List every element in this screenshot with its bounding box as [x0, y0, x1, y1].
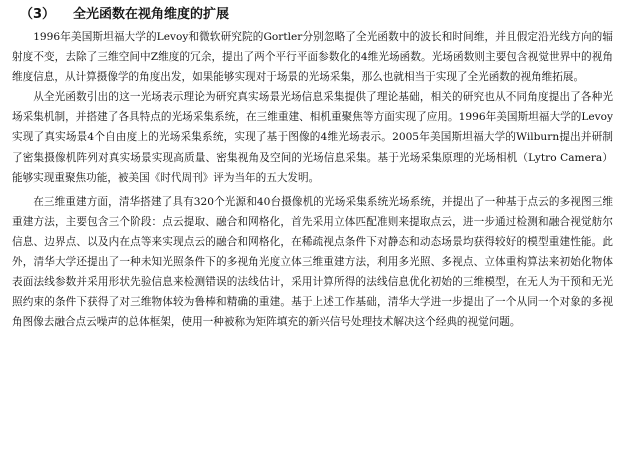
section-number: （3）: [20, 7, 56, 22]
paragraph-2: 从全光函数引出的这一光场表示理论为研究真实场景光场信息采集提供了理论基础，相关的研究也从不同角度提出了各种光场采集机制，并搭建了各具特点的光场采集系统，在三维重建、相机重聚焦等方面实现了应用。1996年美国斯坦福大学的Levoy实现了真实场景4个自由度上的光场采集系统，实现了基于图像的4维光场表示。2005年美国斯坦福大学的Wilburn提出并研制了密集摄像机阵列对真实场景实现高质量、密集视角及空间的光场信息采集。基于光场采集原理的光场相机（Lytro Camera）能够实现重聚焦功能，被美国《时代周刊》评为当年的五大发明。: [12, 91, 613, 184]
paragraph-1: 1996年美国斯坦福大学的Levoy和微软研究院的Gortler分别忽略了全光函数中的波长和时间维，并且假定沿光线方向的辐射度不变，去除了三维空间中Z维度的冗余，提出了两个平行平面参数化的4维光场函数。光场函数则主要包含视觉世界中的视角维度信息，从计算摄像学的角度出发，如果能够实现对于场景的光场采集，那么也就相当于实现了全光函数的视角维拓展。: [12, 31, 613, 84]
paragraph-3: 在三维重建方面，清华搭建了具有320个光源和40台摄像机的光场采集系统光场系统，并提出了一种基于点云的多视图三维重建方法，主要包含三个阶段：点云提取、融合和网格化，首先采用立体匹配准则来提取点云，进一步通过检测和融合视觉舫尔信息、边界点、以及内在点等来实现点云的融合和网格化，在稀疏视点条件下对静态和动态场景均获得较好的模型重建性能。此外，清华大学还提出了一种未知光照条件下的多视角光度立体三维重建方法，利用多光照、多视点、立体重构算法来初始化物体表面法线参数并采用形状先验信息来检测错误的法线估计，采用计算所得的法线信息优化初始的三维模型，在无人为干预和无光照约束的条件下获得了对三维物体较为鲁棒和精确的重建。基于上述工作基础，清华大学进一步提出了一个从同一个对象的多视角图像去融合点云噪声的总体框架，使用一种被称为矩阵填充的新兴信号处理技术解决这个经典的视觉问题。: [12, 195, 613, 329]
section-title: 全光函数在视角维度的扩展: [73, 7, 230, 22]
section-heading: [12, 4, 613, 26]
